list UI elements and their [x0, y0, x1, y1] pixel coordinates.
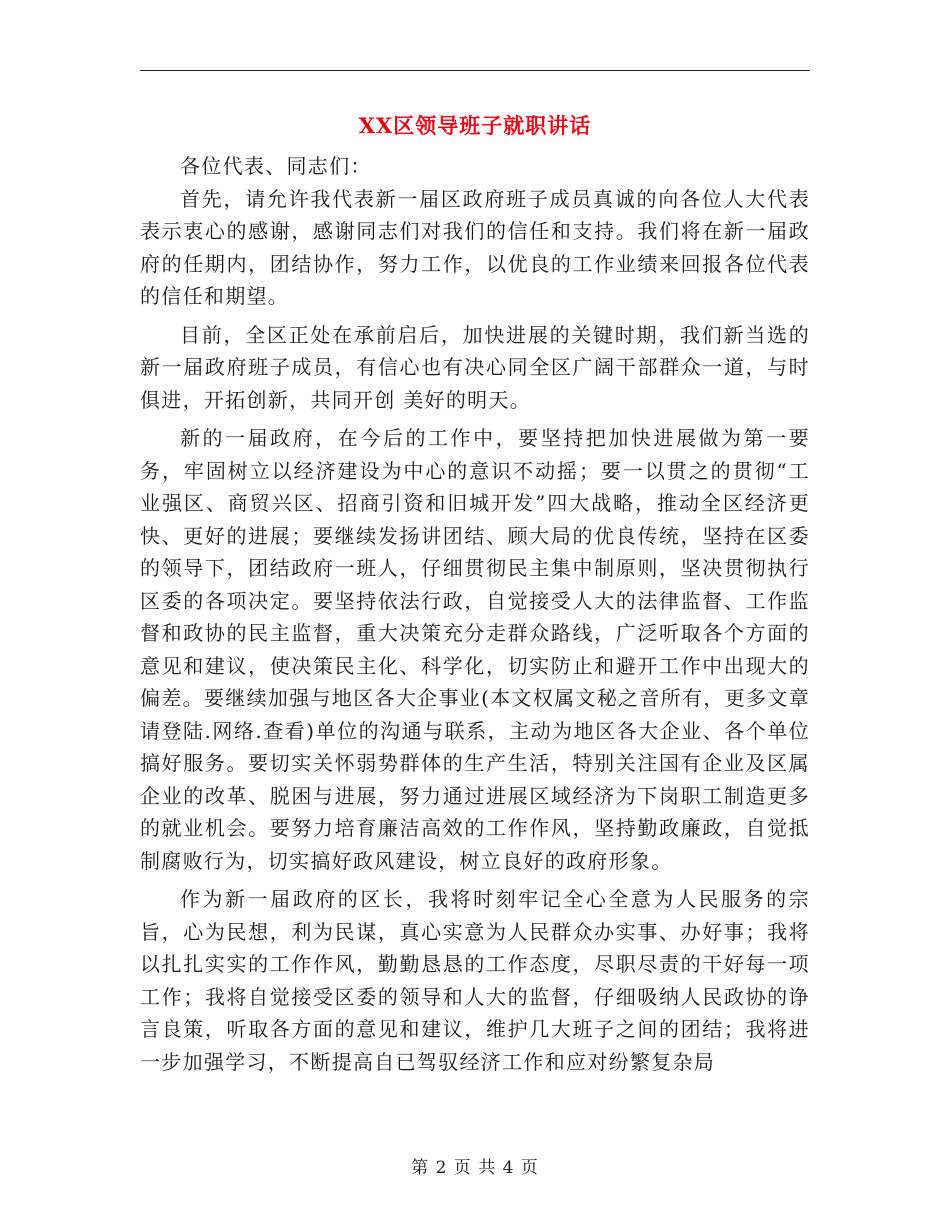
page-number-footer: 第 2 页 共 4 页 [411, 1158, 539, 1178]
greeting: 各位代表、同志们： [180, 154, 372, 178]
paragraph: 新的一届政府，在今后的工作中，要坚持把加快进展做为第一要务，牢固树立以经济建设为中心的意识不动摇；要一以贯之的贯彻“工业强区、商贸兴区、招商引资和旧城开发”四大战略，推动全区经济更快、更好的进展；要继续发扬讲团结、顾大局的优良传统，坚持在区委的领导下，团结政府一班人，仔细贯彻民主集中制原则，坚决贯彻执行区委的各项决定。要坚持依法行政，自觉接受人大的法律监督、工作监督和政协的民主监督，重大决策充分走群众路线，广泛听取各个方面的意见和建议，使决策民主化、科学化，切实防止和避开工作中出现大的偏差。要继续加强与地区各大企事业(本文权属文秘之音所有，更多文章请登陆.网络.查看)单位的沟通与联系，主动为地区各大企业、各个单位搞好服务。要切实关怀弱势群体的生产生活，特别关注国有企业及区属企业的改革、脱困与进展，努力通过进展区域经济为下岗职工制造更多的就业机会。要努力培育廉洁高效的工作作风，坚持勤政廉政，自觉抵制腐败行为，切实搞好政风建设，树立良好的政府形象。 [140, 426, 810, 873]
document-body [140, 150, 810, 1084]
paragraph: 作为新一届政府的区长，我将时刻牢记全心全意为人民服务的宗旨，心为民想，利为民谋，真心实意为人民群众办实事、办好事；我将以扎扎实实的工作作风，勤勤恳恳的工作态度，尽职尽责的干好每一项工作；我将自觉接受区委的领导和人大的监督，仔细吸纳人民政协的诤言良策，听取各方面的意见和建议，维护几大班子之间的团结；我将进一步加强学习，不断提高自已驾驭经济工作和应对纷繁复杂局 [140, 887, 810, 1074]
document-title: XX区领导班子就职讲话 [358, 113, 592, 138]
paragraph: 目前，全区正处在承前启后，加快进展的关键时期，我们新当选的新一届政府班子成员，有信心也有决心同全区广阔干部群众一道，与时俱进，开拓创新，共同开创 美好的明天。 [140, 322, 810, 412]
header-rule [140, 70, 810, 71]
paragraph: 首先，请允许我代表新一届区政府班子成员真诚的向各位人大代表表示衷心的感谢，感谢同志们对我们的信任和支持。我们将在新一届政府的任期内，团结协作，努力工作，以优良的工作业绩来回报各位代表的信任和期望。 [140, 186, 810, 308]
